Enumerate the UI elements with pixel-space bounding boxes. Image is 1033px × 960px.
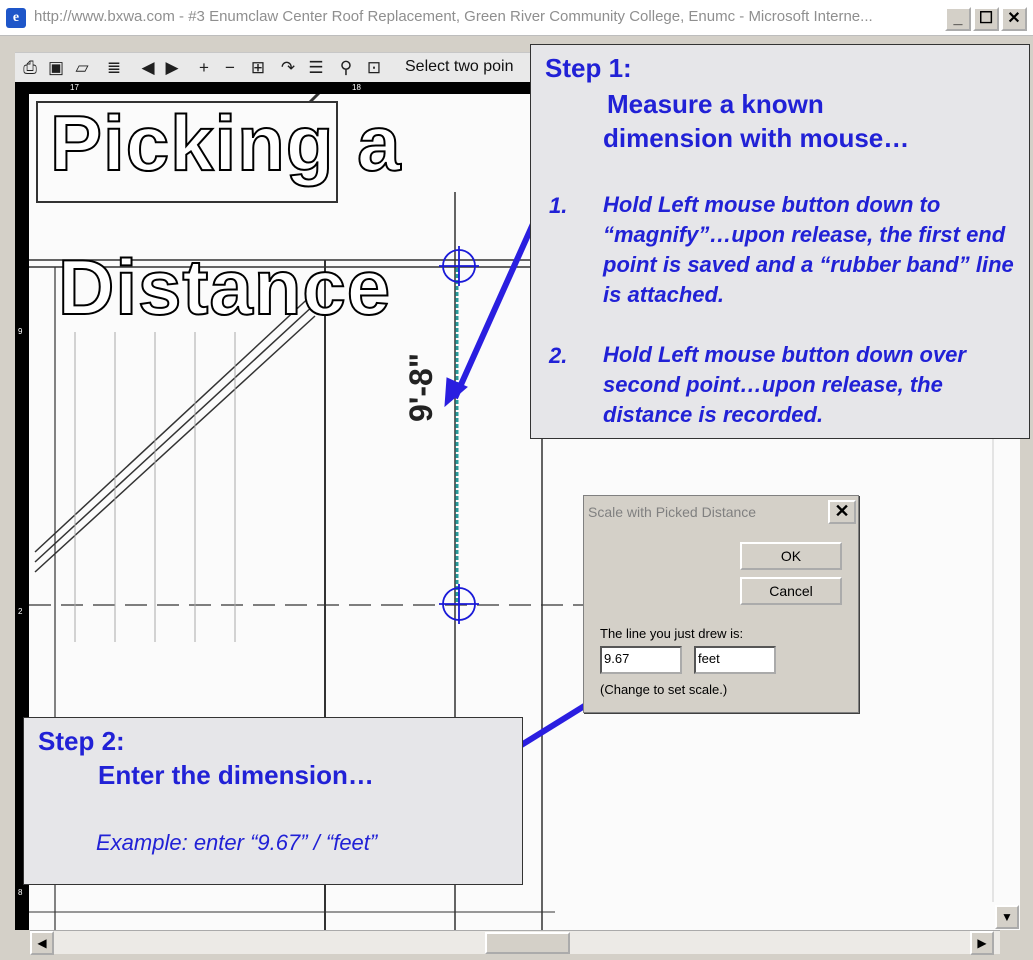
step1-heading: Step 1: xyxy=(545,53,632,83)
window-title: http://www.bxwa.com - #3 Enumclaw Center Roof Replacement, Green River Community College, Enumc - Microsoft Interne... xyxy=(34,8,873,25)
prev-icon[interactable]: ◀ xyxy=(141,58,155,77)
step1-subheading-line1: Measure a known xyxy=(607,89,824,119)
dialog-title: Scale with Picked Distance xyxy=(588,504,757,520)
dialog-close-button[interactable]: ✕ xyxy=(828,500,856,524)
step2-subheading: Enter the dimension… xyxy=(98,760,374,790)
distance-prompt: The line you just drew is: xyxy=(600,626,744,641)
ruler-mark: 17 xyxy=(70,83,79,92)
minimize-button[interactable]: _ xyxy=(945,7,971,31)
print-icon[interactable]: ⎙ xyxy=(23,58,37,77)
ruler-mark: 2 xyxy=(18,607,23,616)
ruler-mark: 18 xyxy=(352,83,361,92)
step2-heading: Step 2: xyxy=(38,726,125,756)
distance-units-field[interactable]: feet xyxy=(694,646,776,674)
maximize-button[interactable]: ☐ xyxy=(973,7,999,31)
step1-item2-text: Hold Left mouse button down over second point…upon release, the distance is recorded. xyxy=(603,342,966,427)
title-bar xyxy=(0,0,1033,36)
dialog-hint: (Change to set scale.) xyxy=(600,682,728,697)
scale-dialog xyxy=(583,495,859,713)
step2-callout xyxy=(23,717,523,885)
headline-line2: Distance xyxy=(58,243,392,331)
step1-item1-text: Hold Left mouse button down to “magnify”…upon release, the first end point is saved and a “rubber band” line is attached. xyxy=(603,192,1014,307)
ruler-mark: 9 xyxy=(18,327,23,336)
fit-icon[interactable]: ⊞ xyxy=(250,58,266,77)
save-icon[interactable]: ▣ xyxy=(47,58,65,77)
zoom-in-plus-icon[interactable]: + xyxy=(199,58,209,77)
rotate-icon[interactable]: ↷ xyxy=(280,58,296,77)
horizontal-scroll-thumb[interactable] xyxy=(485,932,570,954)
magnifier-icon[interactable]: ⚲ xyxy=(339,58,353,77)
dimension-label: 9'-8" xyxy=(403,352,439,422)
list-icon[interactable]: ☰ xyxy=(308,58,324,77)
distance-value-field[interactable]: 9.67 xyxy=(600,646,682,674)
cancel-button[interactable]: Cancel xyxy=(740,577,842,605)
step1-callout xyxy=(530,44,1030,439)
step1-item1-number: 1. xyxy=(549,193,568,218)
ie-icon: e xyxy=(6,8,26,28)
step1-item2-number: 2. xyxy=(549,343,568,368)
top-ruler xyxy=(15,82,530,94)
horizontal-scrollbar[interactable] xyxy=(30,930,1000,954)
viewer-toolbar xyxy=(15,52,535,82)
close-window-button[interactable]: ✕ xyxy=(1001,7,1027,31)
next-icon[interactable]: ▶ xyxy=(165,58,179,77)
ok-button[interactable]: OK xyxy=(740,542,842,570)
scroll-down-button[interactable]: ▼ xyxy=(995,905,1019,929)
scroll-left-button[interactable]: ◀ xyxy=(30,931,54,955)
headline-line1: Picking a xyxy=(50,99,402,187)
ruler-mark: 8 xyxy=(18,888,23,897)
zoom-out-minus-icon[interactable]: − xyxy=(225,58,235,77)
measure-icon[interactable]: ⊡ xyxy=(366,58,382,77)
step2-example: Example: enter “9.67” / “feet” xyxy=(96,830,378,855)
toolbar-status: Select two poin xyxy=(405,58,514,75)
step1-subheading-line2: dimension with mouse… xyxy=(603,123,910,153)
layers-icon[interactable]: ≣ xyxy=(106,58,122,77)
dialog-title-bar xyxy=(584,496,858,528)
open-icon[interactable]: ▱ xyxy=(75,58,89,77)
scroll-right-button[interactable]: ▶ xyxy=(970,931,994,955)
